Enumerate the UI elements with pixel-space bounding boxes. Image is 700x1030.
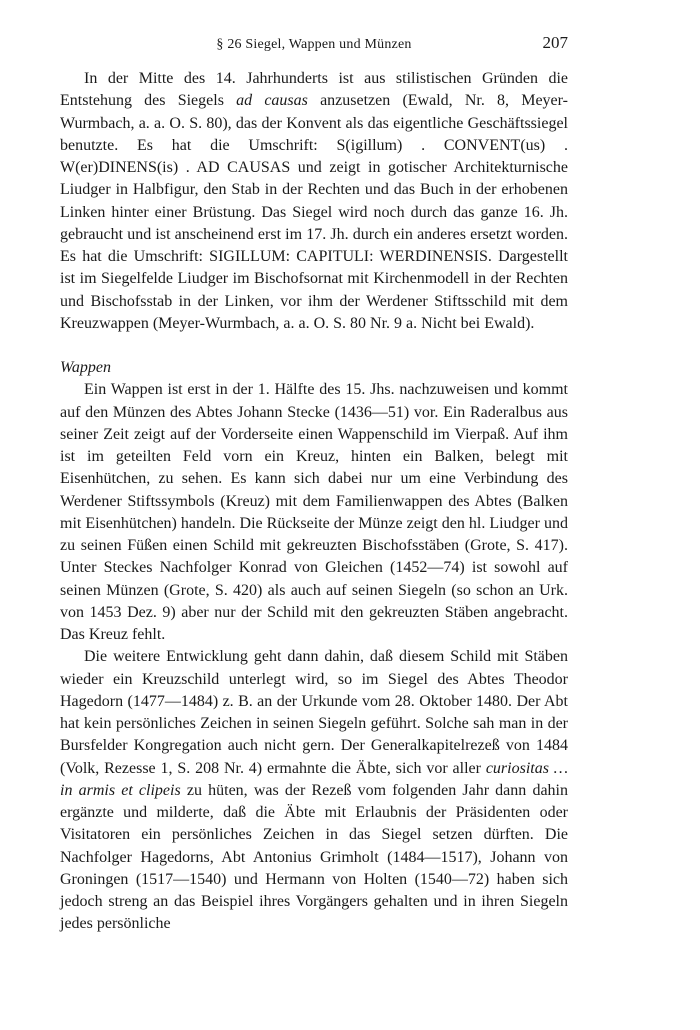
- paragraph-wappen-development: [60, 646, 568, 935]
- italic-term: curiositas … in armis et clipeis: [60, 759, 569, 799]
- section-gap: [60, 335, 568, 357]
- section-heading: Wappen: [60, 359, 111, 376]
- running-head-title: § 26 Siegel, Wappen und Münzen: [216, 37, 412, 52]
- italic-term: ad causas: [236, 92, 308, 110]
- paragraph-text: Die weitere Entwicklung geht dann dahin, daß diesem Schild mit Stäben wieder ein Kreuzschild unterlegt wird, so im Siegel des Abtes Theodor Hagedorn (1477—1484) z. B. an der Urkunde vom 28. Oktober 1480. Der Abt hat kein persönliches Zeichen in seinen Siegeln geführt. Solche sah man in der Bursfelder Kongregation auch nicht gern. Der Generalkapitelrezeß von 1484 (Volk, Rezesse 1, S. 208 Nr. 4) ermahnte die Äbte, sich vor aller: [60, 648, 568, 777]
- paragraph-seal-ad-causas: [60, 68, 568, 335]
- paragraph-wappen-origin: Ein Wappen ist erst in der 1. Hälfte des 15. Jhs. nachzuweisen und kommt auf den Münzen des Abtes Johann Stecke (1436—51) vor. Ein Raderalbus aus seiner Zeit zeigt auf der Vorderseite einen Wappenschild im Vierpaß. Auf ihm ist im geteilten Feld vorn ein Kreuz, hinten ein Balken, belegt mit Eisenhütchen, zu sehen. Es kann sich dabei nur um eine Verbindung des Werdener Stiftssymbols (Kreuz) mit dem Familienwappen des Abtes (Balken mit Eisenhütchen) handeln. Die Rückseite der Münze zeigt den hl. Liudger und zu seinen Füßen einen Schild mit gekreuzten Bischofsstäben (Grote, S. 417). Unter Steckes Nachfolger Konrad von Gleichen (1452—74) ist sowohl auf seinen Münzen (Grote, S. 420) als auch auf seinen Siegeln (so schon an Urk. von 1453 Dez. 9) aber nur der Schild mit den gekreuzten Stäben angebracht. Das Kreuz fehlt.: [60, 381, 568, 643]
- paragraph-text: anzusetzen (Ewald, Nr. 8, Meyer-Wurmbach, a. a. O. S. 80), das der Konvent als das eigentliche Geschäftssiegel benutzte. Es hat die Umschrift: S(igillum) . CONVENT(us) . W(er)DINENS(is) . AD CAUSAS und zeigt in gotischer Architekturnische Liudger in Halbfigur, den Stab in der Rechten und das Buch in der erhobenen Linken hinter einer Brüstung. Das Siegel wird noch durch das ganze 16. Jh. gebraucht und ist anscheinend erst im 17. Jh. durch ein anderes ersetzt worden. Es hat die Umschrift: SIGILLUM: CAPITULI: WERDINENSIS. Dargestellt ist im Siegelfelde Liudger im Bischofsornat mit Kirchenmodell in der Rechten und Bischofsstab in der Linken, vor ihm der Werdener Stiftsschild mit dem Kreuzwappen (Meyer-Wurmbach, a. a. O. S. 80 Nr. 9 a. Nicht bei Ewald).: [60, 92, 568, 332]
- page-number: 207: [542, 33, 568, 52]
- paragraph-text: zu hüten, was der Rezeß vom folgenden Jahr dann dahin ergänzte und milderte, daß die Äbte mit Erlaubnis der Präsidenten oder Visitatoren ein persönliches Zeichen in das Siegel setzen dürften. Die Nachfolger Hagedorns, Abt Antonius Grimholt (1484—1517), Johann von Groningen (1517—1540) und Hermann von Holten (1540—72) haben sich jedoch streng an das Beispiel ihres Vorgängers gehalten und in ihren Siegeln jedes persönliche: [60, 781, 568, 933]
- body-text: [60, 68, 568, 936]
- paragraph-text: In der Mitte des 14. Jahrhunderts ist aus stilistischen Gründen die Entstehung des Siegels: [60, 70, 568, 110]
